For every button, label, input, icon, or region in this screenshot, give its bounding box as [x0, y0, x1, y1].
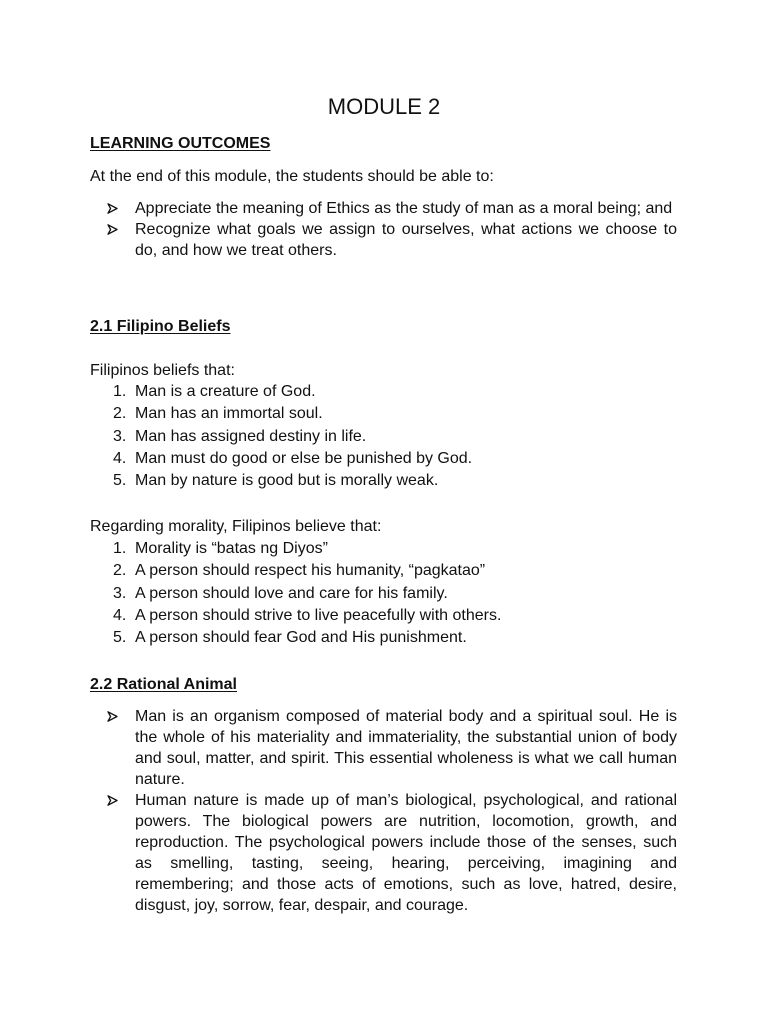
item-text: A person should love and care for his family. — [135, 584, 448, 602]
list-item — [113, 605, 673, 627]
section-2-2-heading: 2.2 Rational Animal — [90, 676, 237, 693]
filipino-beliefs-intro: Filipinos beliefs that: — [90, 362, 235, 379]
item-text: A person should strive to live peacefully with others. — [135, 606, 502, 624]
list-item — [107, 219, 677, 261]
item-number: 5. — [113, 472, 127, 490]
item-text: Man must do good or else be punished by God. — [135, 449, 473, 467]
learning-outcomes-list — [107, 198, 677, 261]
arrowhead-bullet-icon — [107, 198, 135, 214]
item-text: Man is a creature of God. — [135, 383, 316, 400]
item-text: Man by nature is good but is morally weak. — [135, 472, 439, 490]
item-number: 4. — [113, 449, 127, 467]
bullet-text: Recognize what goals we assign to ourselves, what actions we choose to do, and how we treat others. — [135, 221, 677, 259]
item-text: Man has assigned destiny in life. — [135, 427, 367, 445]
item-number: 2. — [113, 562, 127, 580]
page-title: MODULE 2 — [327, 94, 441, 119]
item-text: A person should fear God and His punishment. — [135, 629, 467, 647]
filipino-beliefs-list — [113, 381, 673, 492]
list-item — [113, 538, 673, 560]
morality-intro: Regarding morality, Filipinos believe that: — [90, 518, 382, 535]
list-item — [113, 470, 673, 492]
arrowhead-bullet-icon — [107, 790, 135, 806]
list-item — [113, 403, 673, 425]
list-item — [113, 381, 673, 403]
list-item — [113, 627, 673, 649]
item-text: Man has an immortal soul. — [135, 405, 323, 423]
list-item — [113, 426, 673, 448]
bullet-text: Man is an organism composed of material body and a spiritual soul. He is the whole of his materiality and immateriality, the substantial union of body and soul, matter, and spirit. This essential wholeness is what we call human nature. — [135, 708, 677, 788]
rational-animal-list — [107, 706, 677, 916]
list-item — [107, 706, 677, 790]
list-item — [107, 790, 677, 916]
arrowhead-bullet-icon — [107, 706, 135, 722]
item-number: 5. — [113, 629, 127, 647]
bullet-text: Human nature is made up of man’s biological, psychological, and rational powers. The biological powers are nutrition, locomotion, growth, and reproduction. The psychological powers include those of the senses, such as smelling, tasting, seeing, hearing, perceiving, imagining and remembering; and those acts of emotions, such as love, hatred, desire, disgust, joy, sorrow, fear, despair, and courage. — [135, 792, 677, 914]
learning-outcomes-heading: LEARNING OUTCOMES — [90, 135, 271, 152]
learning-outcomes-intro: At the end of this module, the students should be able to: — [90, 168, 494, 185]
item-number: 2. — [113, 405, 127, 423]
item-number: 4. — [113, 606, 127, 624]
item-number: 1. — [113, 540, 127, 557]
list-item — [107, 198, 677, 219]
list-item — [113, 560, 673, 582]
item-number: 3. — [113, 427, 127, 445]
section-2-1-heading: 2.1 Filipino Beliefs — [90, 318, 231, 335]
bullet-text: Appreciate the meaning of Ethics as the study of man as a moral being; and — [135, 200, 673, 217]
list-item — [113, 583, 673, 605]
item-number: 3. — [113, 584, 127, 602]
item-number: 1. — [113, 383, 127, 400]
list-item — [113, 448, 673, 470]
arrowhead-bullet-icon — [107, 219, 135, 235]
item-text: Morality is “batas ng Diyos” — [135, 540, 328, 557]
morality-list — [113, 538, 673, 649]
item-text: A person should respect his humanity, “pagkatao” — [135, 562, 486, 580]
